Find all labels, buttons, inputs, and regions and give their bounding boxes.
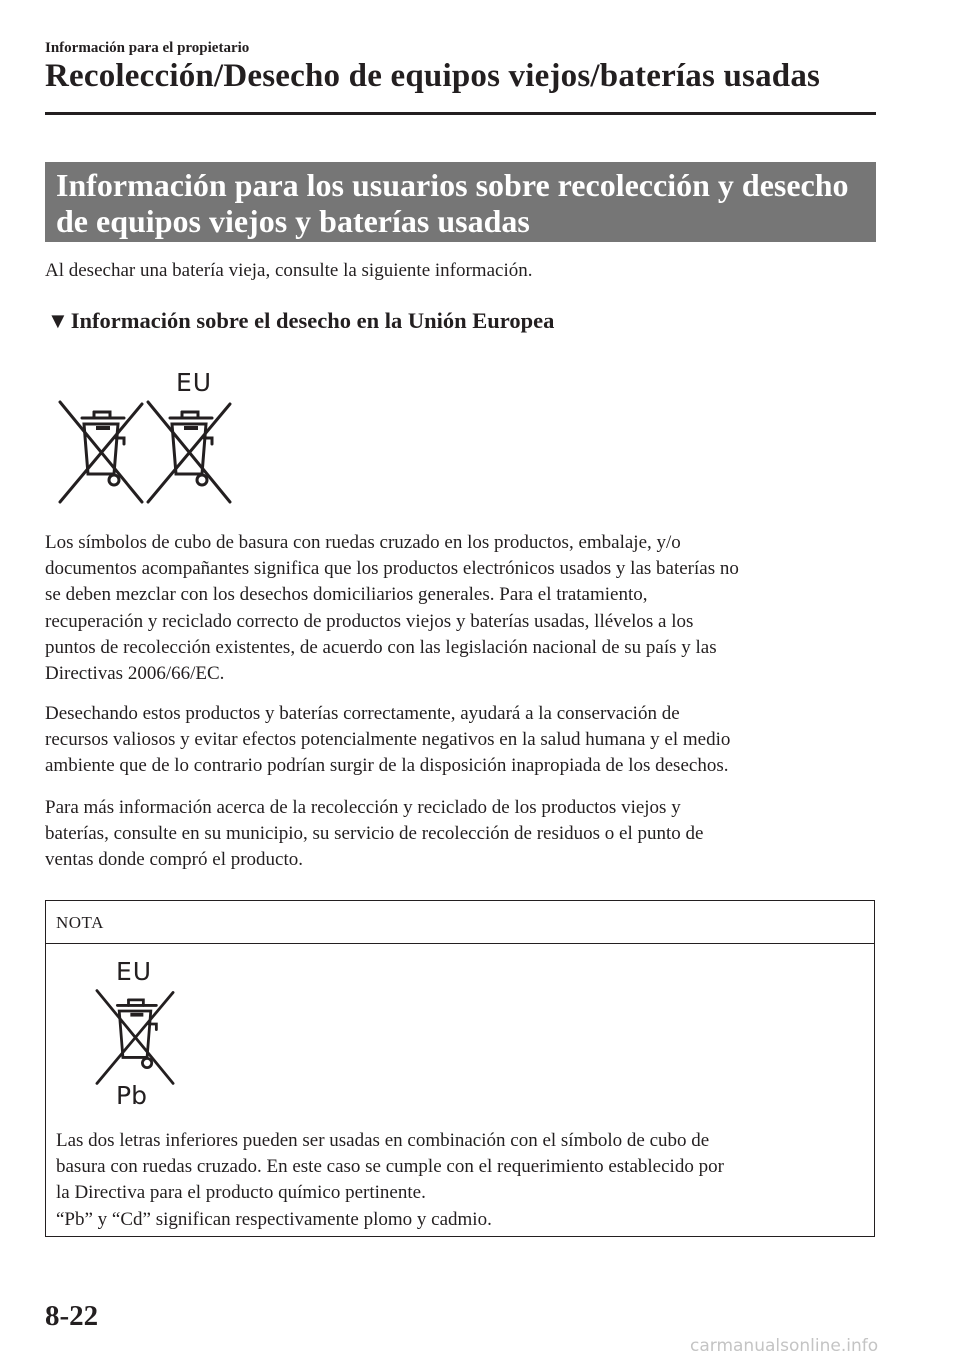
note-eu-label: EU: [116, 957, 153, 986]
paragraph-line: puntos de recolección existentes, de acuerdo con las legislación nacional de su país y las: [45, 636, 717, 658]
note-line: Las dos letras inferiores pueden ser usadas en combinación con el símbolo de cubo de: [56, 1130, 710, 1151]
triangle-marker-icon: ▼: [47, 308, 69, 333]
subheading: [47, 308, 554, 334]
note-pb-label: Pb: [116, 1081, 147, 1110]
note-title: NOTA: [56, 913, 104, 932]
note-header: [46, 901, 874, 944]
paragraph-line: baterías, consulte en su municipio, su servicio de recolección de residuos o el punto de: [45, 823, 704, 845]
note-box: [45, 900, 875, 1237]
banner-line-1: Información para los usuarios sobre recolección y desecho: [56, 167, 849, 203]
crossed-wheelie-bin-icon: [54, 396, 148, 508]
note-text: [56, 1128, 866, 1233]
paragraph-line: Desechando estos productos y baterías correctamente, ayudará a la conservación de: [45, 703, 680, 724]
page-number: 8-22: [45, 1300, 99, 1332]
intro-text: Al desechar una batería vieja, consulte la siguiente información.: [45, 260, 533, 281]
section-banner: [45, 162, 876, 242]
banner-line-2: de equipos viejos y baterías usadas: [56, 203, 530, 239]
paragraph-line: Los símbolos de cubo de basura con ruedas cruzado en los productos, embalaje, y/o: [45, 532, 681, 553]
crossed-wheelie-bin-icon: [142, 396, 236, 508]
paragraph-2: [45, 701, 885, 780]
eu-label: EU: [176, 368, 213, 397]
paragraph-line: Para más información acerca de la recolección y reciclado de los productos viejos y: [45, 797, 681, 818]
note-line: “Pb” y “Cd” significan respectivamente plomo y cadmio.: [56, 1208, 492, 1230]
running-header: Información para el propietario: [45, 40, 250, 56]
paragraph-line: ventas donde compró el producto.: [45, 849, 304, 871]
crossed-wheelie-bin-icon: [91, 985, 179, 1089]
note-line: basura con ruedas cruzado. En este caso se cumple con el requerimiento establecido por: [56, 1156, 724, 1178]
paragraph-line: recursos valiosos y evitar efectos potencialmente negativos en la salud humana y el medio: [45, 729, 731, 751]
paragraph-line: recuperación y reciclado correcto de productos viejos y baterías usadas, llévelos a los: [45, 610, 694, 632]
chapter-title: Recolección/Desecho de equipos viejos/baterías usadas: [45, 58, 821, 94]
paragraph-line: se deben mezclar con los desechos domiciliarios generales. Para el tratamiento,: [45, 584, 648, 606]
note-line: la Directiva para el producto químico pertinente.: [56, 1182, 426, 1204]
watermark: carmanualsonline.info: [690, 1336, 879, 1356]
paragraph-3: [45, 795, 885, 874]
paragraph-line: Directivas 2006/66/EC.: [45, 663, 225, 685]
header-rule: [45, 112, 876, 115]
paragraph-1: [45, 530, 885, 687]
paragraph-line: ambiente que de lo contrario podrían surgir de la disposición inapropiada de los desechos.: [45, 755, 729, 777]
subheading-text: Información sobre el desecho en la Unión Europea: [70, 308, 555, 333]
paragraph-line: documentos acompañantes significa que los productos electrónicos usados y las baterías no: [45, 558, 739, 580]
